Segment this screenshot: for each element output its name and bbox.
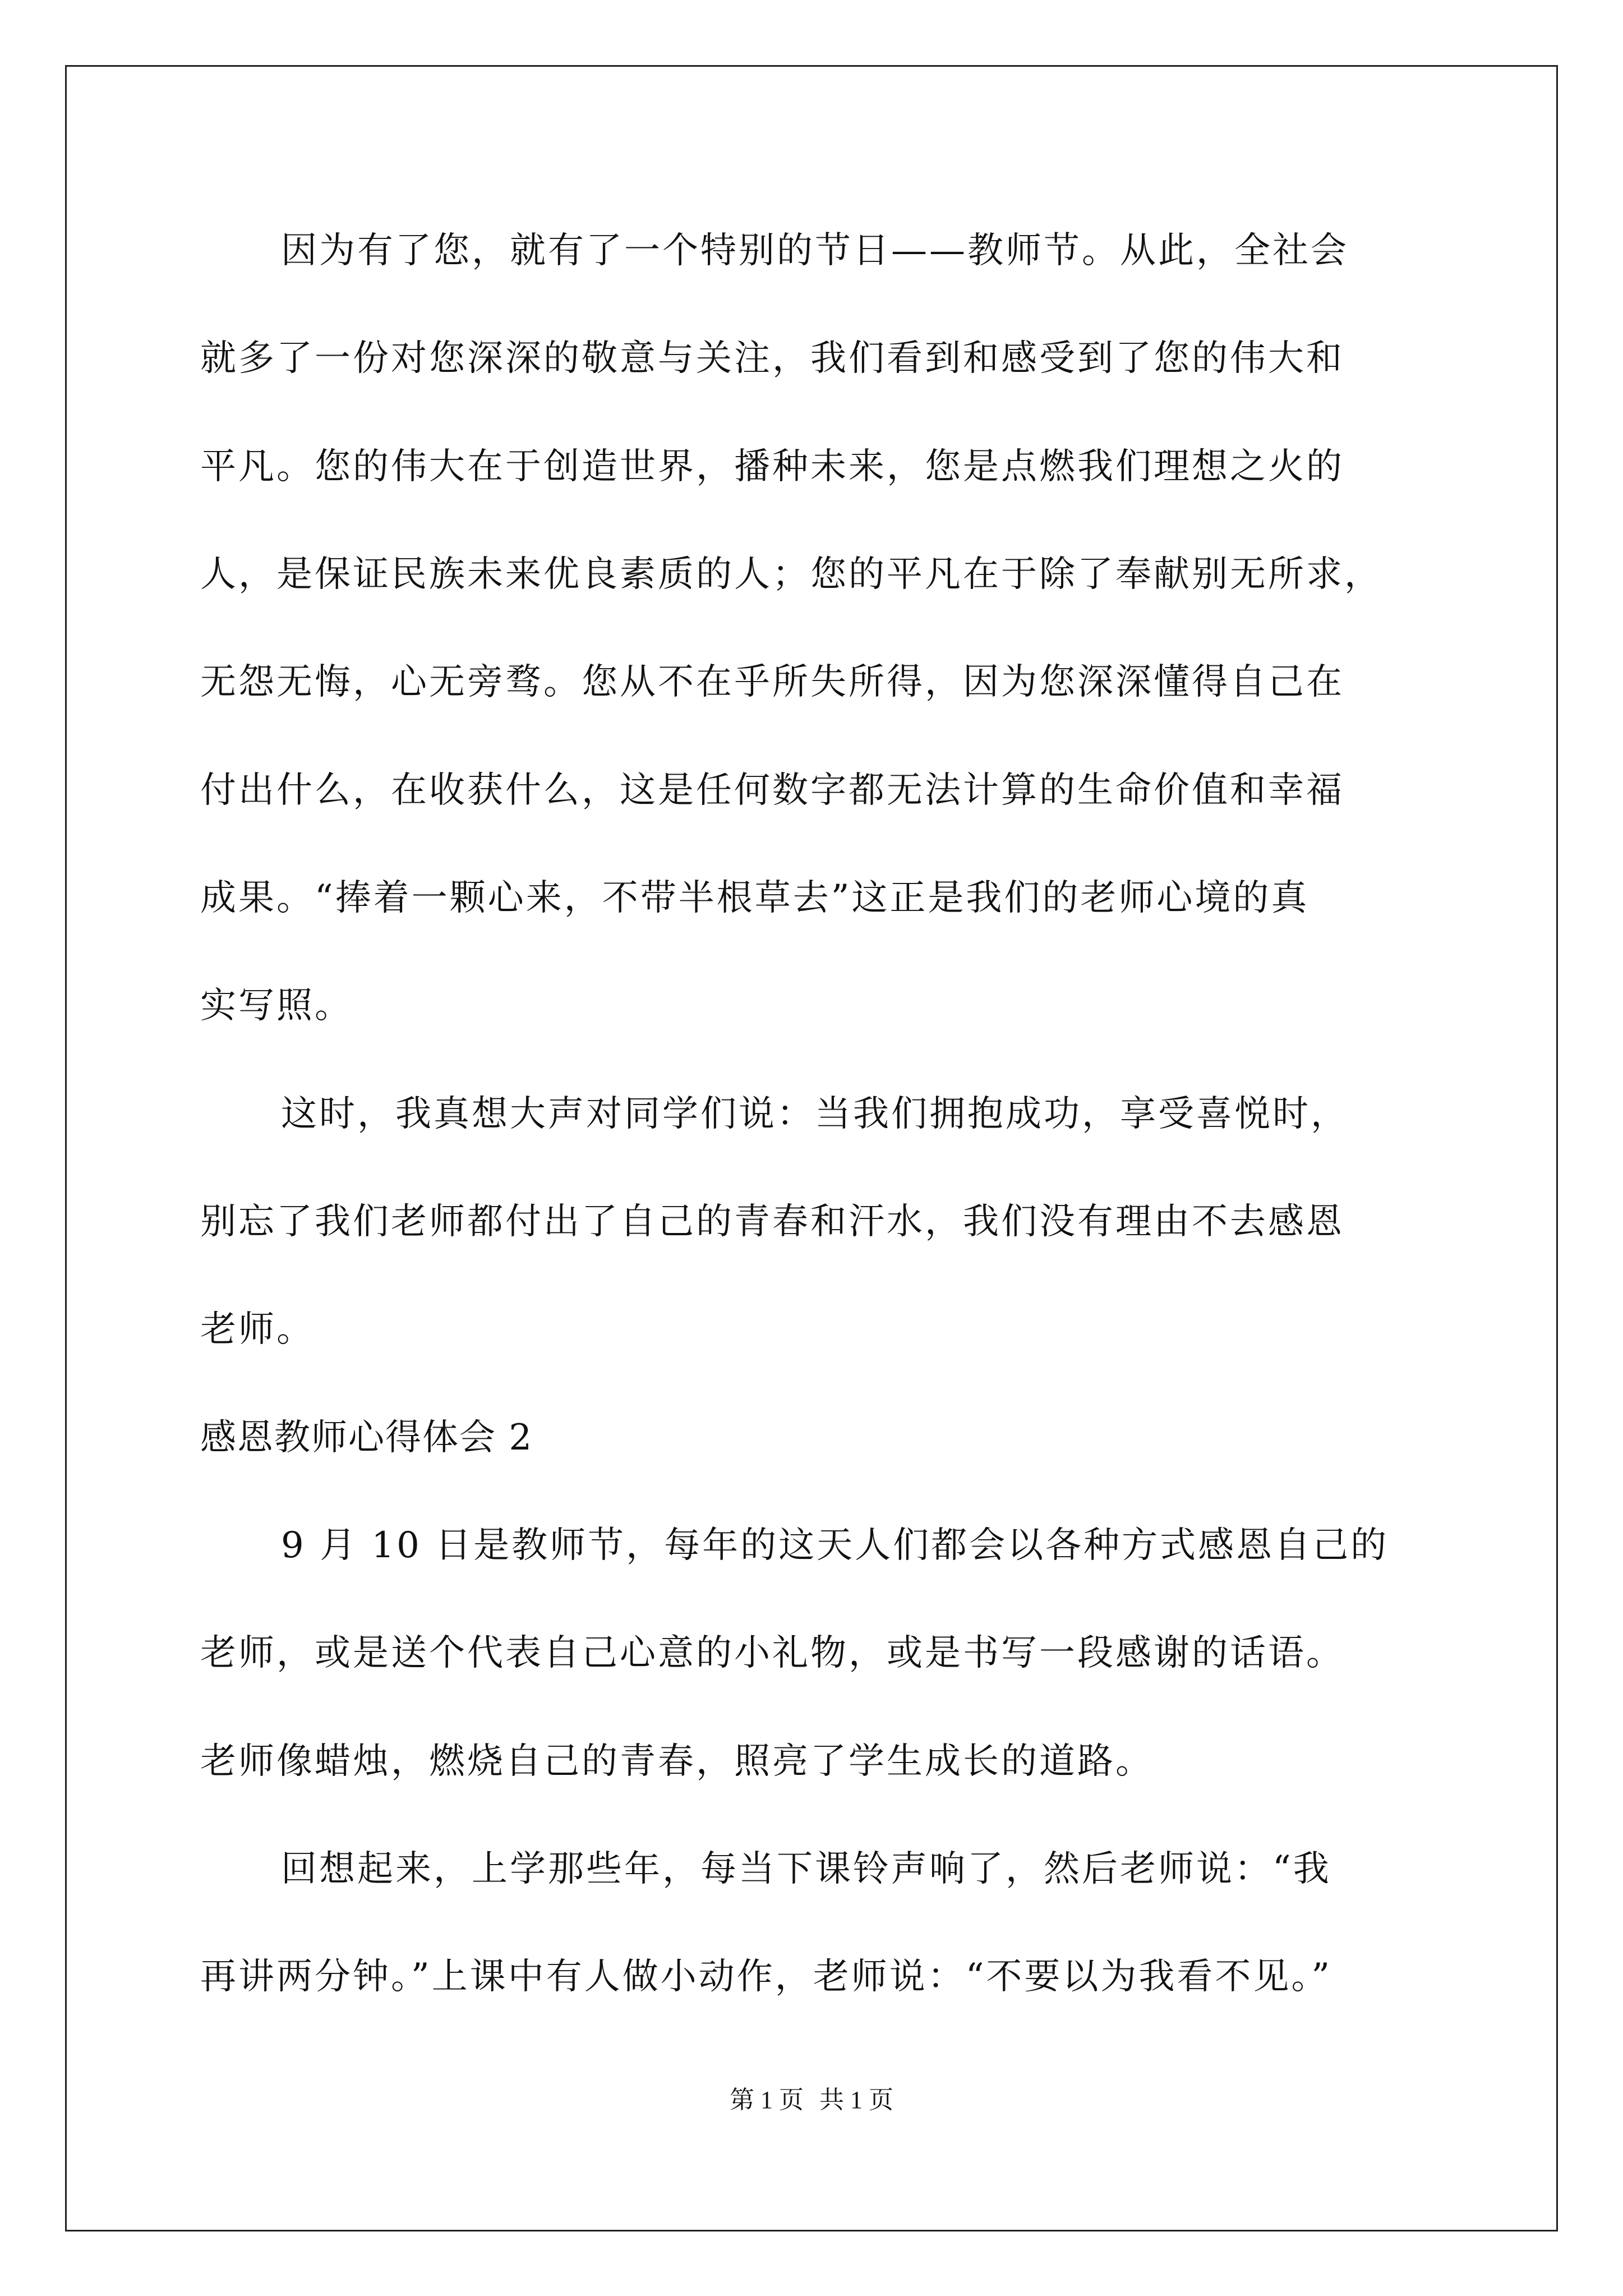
paragraph-line: 付出什么，在收获什么，这是任何数字都无法计算的生命价值和幸福 xyxy=(200,770,1344,811)
paragraph-line: 这时，我真想大声对同学们说：当我们拥抱成功，享受喜悦时， xyxy=(281,1093,1349,1135)
paragraph-line: 就多了一份对您深深的敬意与关注，我们看到和感受到了您的伟大和 xyxy=(200,338,1344,379)
paragraph-line: 平凡。您的伟大在于创造世界，播种未来，您是点燃我们理想之火的 xyxy=(200,446,1344,487)
paragraph-line: 老师像蜡烛，燃烧自己的青春，照亮了学生成长的道路。 xyxy=(200,1741,1154,1782)
page-border xyxy=(65,65,1558,2231)
paragraph-line: 成果。“捧着一颗心来，不带半根草去”这正是我们的老师心境的真 xyxy=(200,877,1310,919)
paragraph-line: 老师，或是送个代表自己心意的小礼物，或是书写一段感谢的话语。 xyxy=(200,1632,1344,1674)
page-footer xyxy=(0,2088,1623,2113)
paragraph-line: 因为有了您，就有了一个特别的节日——教师节。从此，全社会 xyxy=(281,230,1349,272)
paragraph-line: 老师。 xyxy=(200,1309,315,1350)
paragraph-line: 无怨无悔，心无旁骛。您从不在乎所失所得，因为您深深懂得自己在 xyxy=(200,661,1344,703)
paragraph-line: 再讲两分钟。”上课中有人做小动作，老师说：“不要以为我看不见。” xyxy=(200,1956,1332,1998)
paragraph-line: 实写照。 xyxy=(200,985,353,1027)
page-number: 第 1 页 xyxy=(730,2086,804,2114)
paragraph-line: 回想起来，上学那些年，每当下课铃声响了，然后老师说：“我 xyxy=(281,1848,1331,1890)
page-total: 共 1 页 xyxy=(819,2086,893,2114)
paragraph-line: 别忘了我们老师都付出了自己的青春和汗水，我们没有理由不去感恩 xyxy=(200,1201,1344,1243)
section-heading: 感恩教师心得体会 2 xyxy=(200,1417,533,1458)
paragraph-line: 人，是保证民族未来优良素质的人；您的平凡在于除了奉献别无所求， xyxy=(200,554,1382,595)
paragraph-line: 9 月 10 日是教师节，每年的这天人们都会以各种方式感恩自己的 xyxy=(281,1525,1389,1566)
